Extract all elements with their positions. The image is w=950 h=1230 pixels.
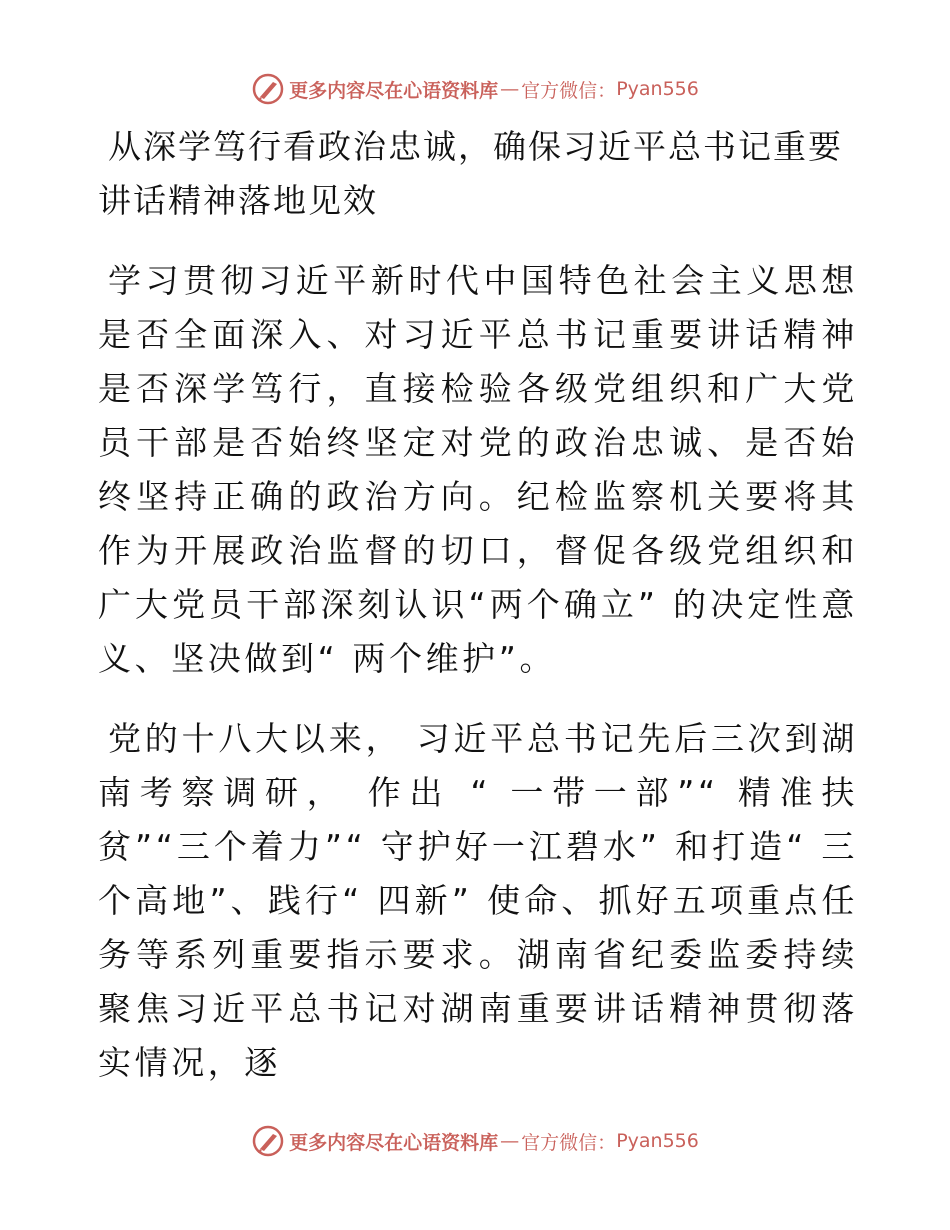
watermark-wechat-id: Pyan556: [616, 78, 699, 100]
paragraph-2: 党的十八大以来， 习近平总书记先后三次到湖南考察调研， 作出 “ 一带一部”“ 精准扶贫”“三个着力”“ 守护好一江碧水” 和打造“ 三个高地”、践行“ 四新” 使命、抓好五项重点任务等系列重要指示要求。湖南省纪委监委持续聚焦习近平总书记对湖南重要讲话精神贯彻落实情况，逐: [98, 719, 858, 1082]
watermark-brand: 更多内容尽在心语资料库: [289, 79, 499, 102]
quill-pen-icon: [251, 1124, 285, 1158]
document-body: [98, 120, 858, 1116]
watermark-wechat-id: Pyan556: [616, 1130, 699, 1152]
quill-pen-icon: [251, 72, 285, 106]
paragraph-1: 学习贯彻习近平新时代中国特色社会主义思想是否全面深入、对习近平总书记重要讲话精神是否深学笃行，直接检验各级党组织和广大党员干部是否始终坚定对党的政治忠诚、是否始终坚持正确的政治方向。纪检监察机关要将其作为开展政治监督的切口，督促各级党组织和广大党员干部深刻认识“两个确立” 的决定性意义、坚决做到“ 两个维护”。: [98, 261, 858, 678]
watermark-wechat-label: 官方微信：: [521, 79, 617, 102]
watermark-brand: 更多内容尽在心语资料库: [289, 1131, 499, 1154]
watermark-separator: —: [500, 1130, 520, 1152]
watermark-separator: —: [500, 78, 520, 100]
document-title: 从深学笃行看政治忠诚，确保习近平总书记重要讲话精神落地见效: [98, 127, 843, 220]
watermark-footer: [0, 1124, 950, 1158]
watermark-header: [0, 72, 950, 106]
watermark-wechat-label: 官方微信：: [521, 1131, 617, 1154]
